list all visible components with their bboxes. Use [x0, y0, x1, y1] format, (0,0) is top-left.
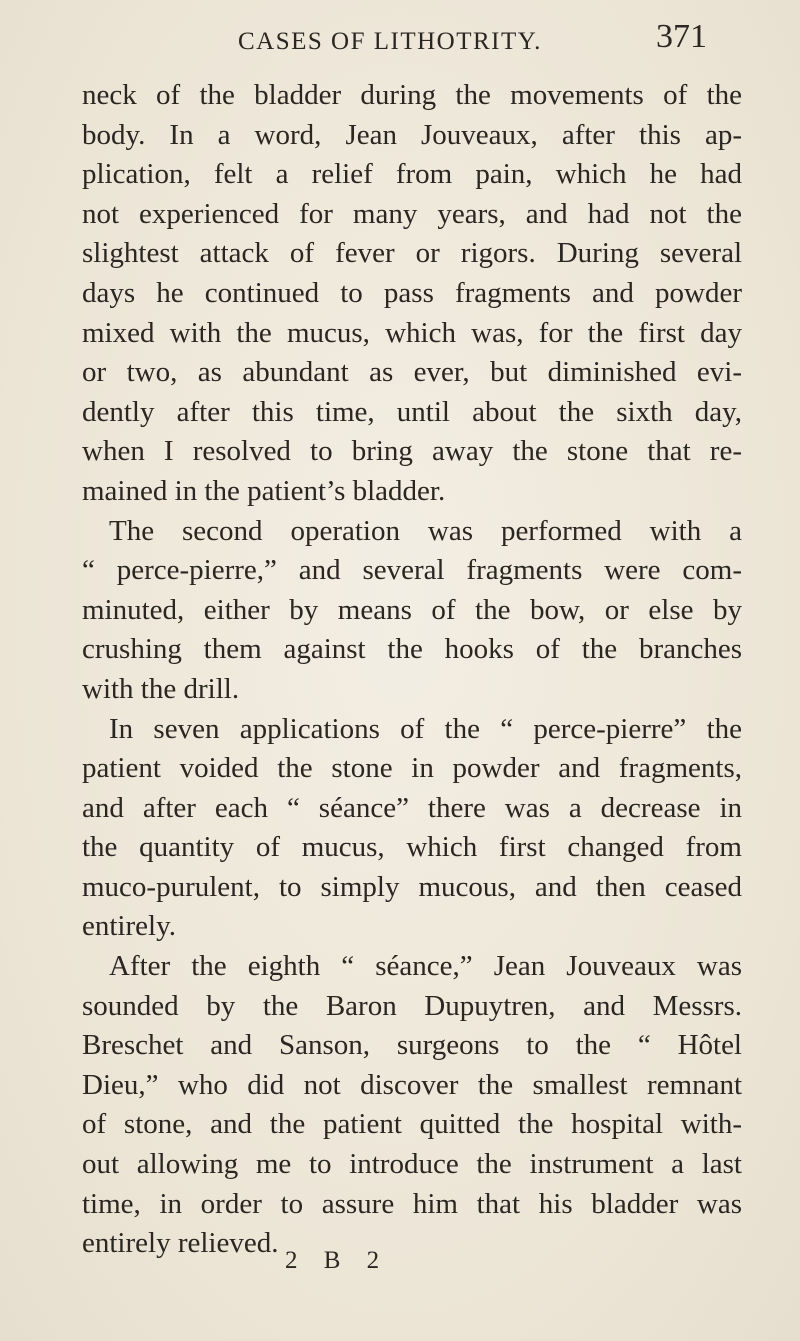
text-line: and after each “ séance” there was a decrease in	[82, 791, 742, 824]
text-line: or two, as abundant as ever, but diminished evi-	[82, 356, 742, 389]
text-line: Dieu,” who did not discover the smallest remnant	[82, 1068, 742, 1101]
text-line: mained in the patient’s bladder.	[82, 474, 446, 507]
signature-mark: 2 B 2	[285, 1247, 390, 1274]
text-line: crushing them against the hooks of the branches	[82, 633, 742, 666]
text-line: body. In a word, Jean Jouveaux, after this ap-	[82, 118, 742, 151]
text-line: mixed with the mucus, which was, for the first day	[82, 316, 742, 349]
text-line: After the eighth “ séance,” Jean Jouveaux was	[109, 950, 742, 983]
text-line: sounded by the Baron Dupuytren, and Messrs.	[82, 989, 742, 1022]
text-line: with the drill.	[82, 672, 240, 705]
text-line: neck of the bladder during the movements of the	[82, 79, 742, 111]
text-line: when I resolved to bring away the stone that re-	[82, 435, 742, 468]
text-line: of stone, and the patient quitted the hospital with-	[82, 1108, 742, 1141]
text-line: entirely.	[82, 910, 176, 943]
text-line: dently after this time, until about the sixth day,	[82, 395, 742, 428]
text-line: not experienced for many years, and had not the	[82, 197, 742, 230]
text-line: time, in order to assure him that his bladder was	[82, 1187, 742, 1220]
running-head: CASES OF LITHOTRITY.	[238, 28, 542, 55]
text-line: out allowing me to introduce the instrument a last	[82, 1148, 742, 1181]
text-line: slightest attack of fever or rigors. During several	[82, 237, 742, 270]
body-text	[82, 76, 742, 1264]
text-line: patient voided the stone in powder and fragments,	[82, 752, 742, 785]
text-line: plication, felt a relief from pain, which he had	[82, 158, 742, 191]
text-line: the quantity of mucus, which first changed from	[82, 831, 742, 864]
page-header	[0, 18, 800, 68]
text-line: Breschet and Sanson, surgeons to the “ Hôtel	[82, 1029, 742, 1062]
text-line: muco-purulent, to simply mucous, and then ceased	[82, 870, 742, 903]
text-line: The second operation was performed with a	[109, 514, 742, 547]
text-line: days he continued to pass fragments and powder	[82, 276, 742, 309]
text-line: entirely relieved.	[82, 1227, 279, 1260]
text-line: In seven applications of the “ perce-pierre” the	[109, 712, 742, 745]
text-line: minuted, either by means of the bow, or else by	[82, 593, 742, 626]
page-number: 371	[656, 18, 707, 55]
text-line: “ perce-pierre,” and several fragments were com-	[82, 554, 742, 587]
